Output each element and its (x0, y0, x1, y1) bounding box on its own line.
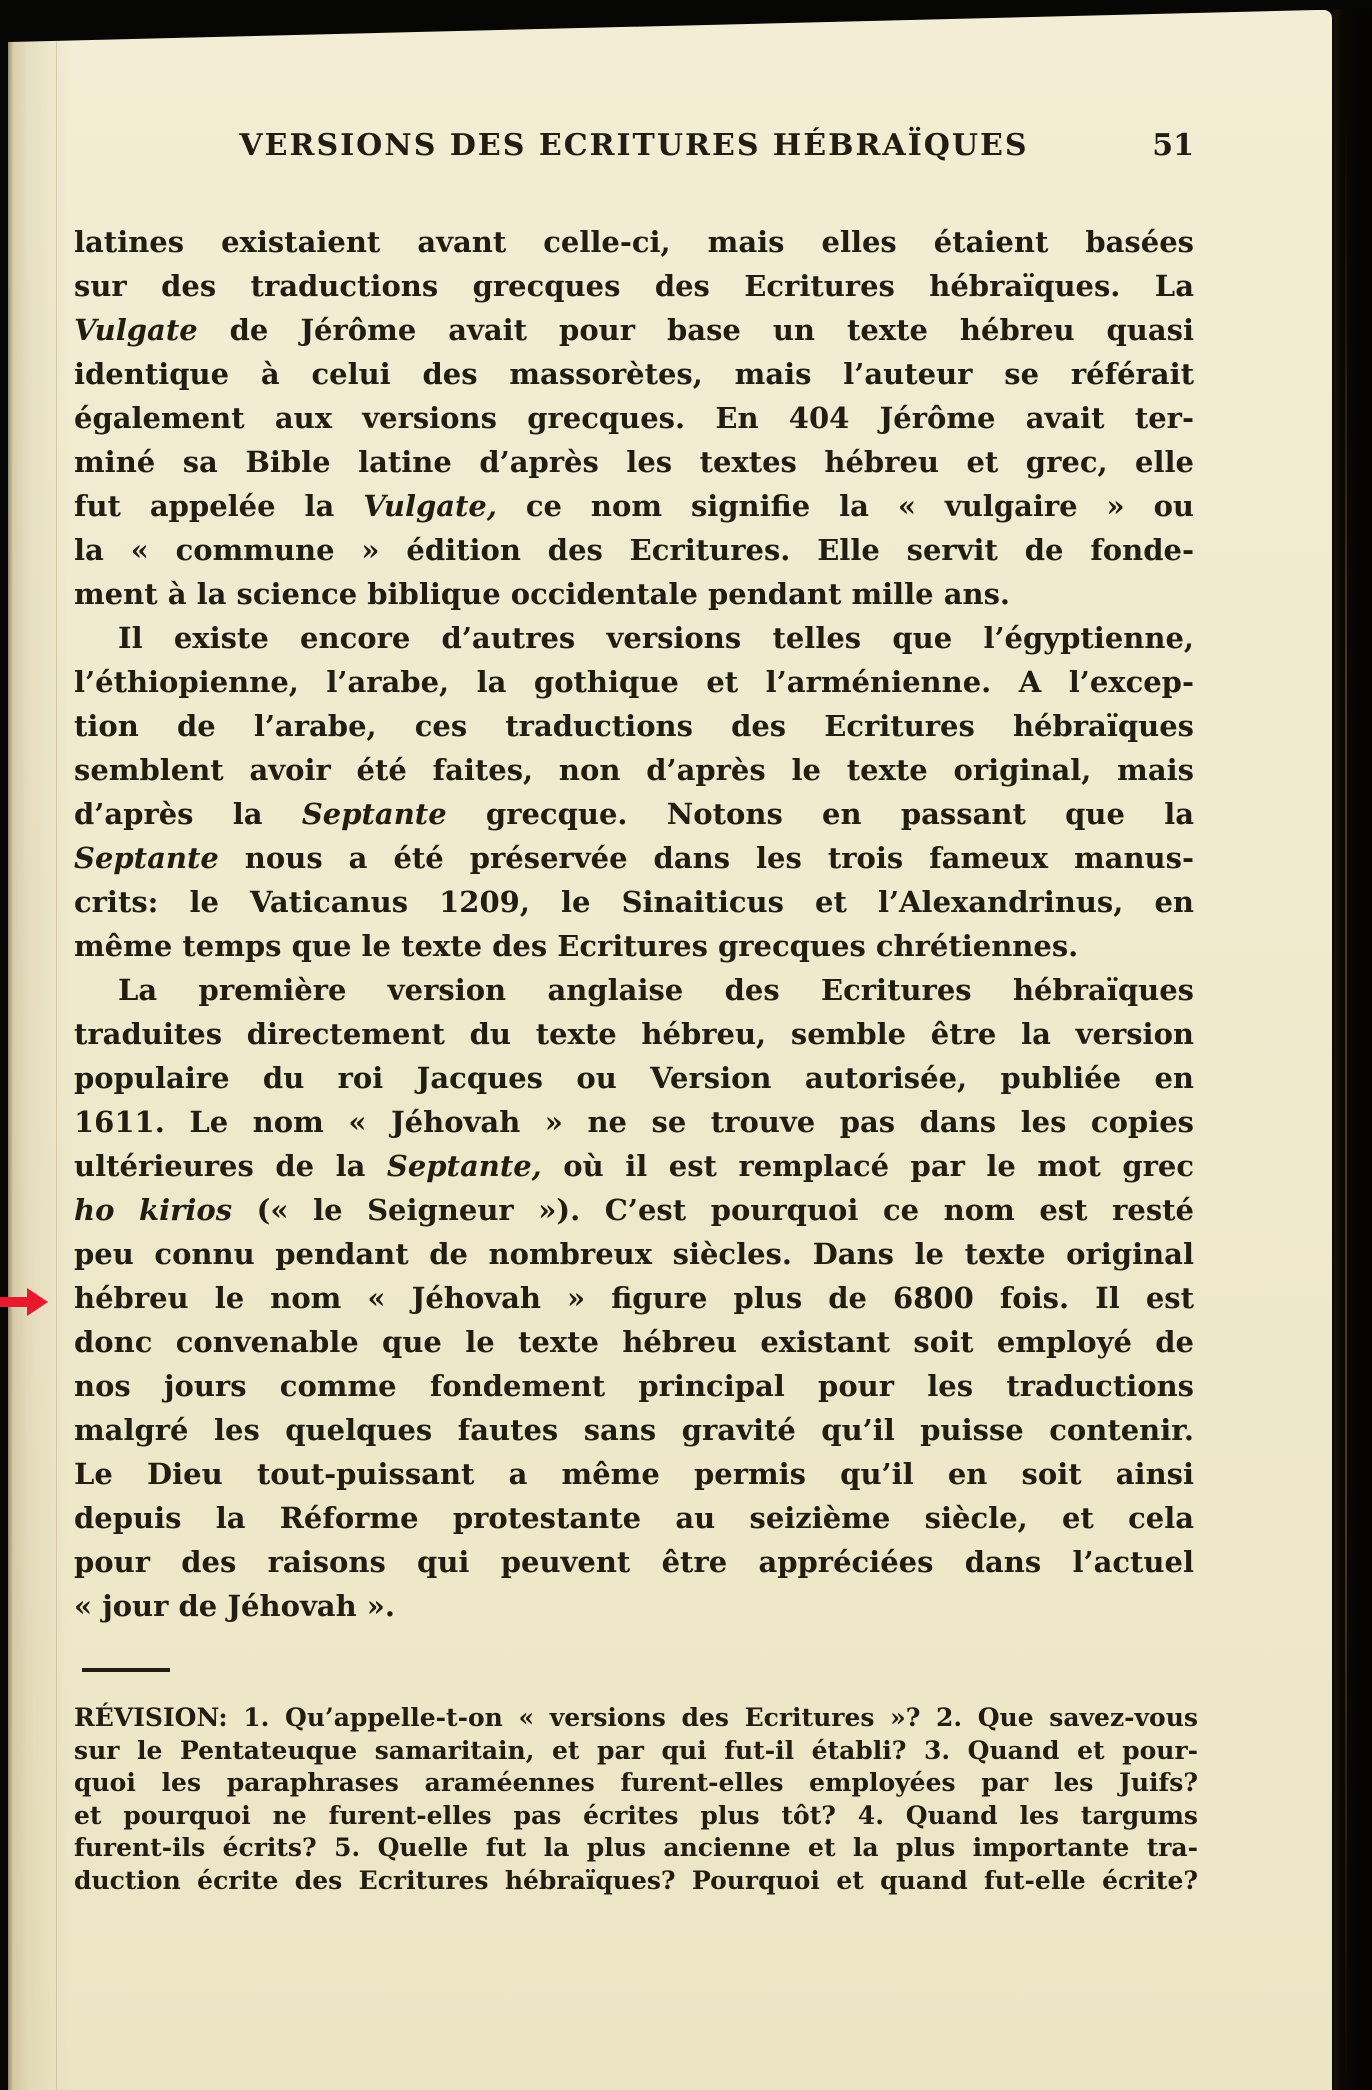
arrow-shaft (0, 1297, 27, 1307)
text-line: également aux versions grecques. En 404 Jérôme avait ter- (74, 401, 1194, 435)
footnote-rule (82, 1668, 170, 1672)
text-line: tion de l’arabe, ces traductions des Ecritures hébraïques (74, 709, 1194, 743)
text-line: « jour de Jéhovah ». (74, 1589, 395, 1623)
text-line: hébreu le nom « Jéhovah » figure plus de 6800 fois. Il est (74, 1281, 1194, 1315)
text-line: Septante nous a été préservée dans les trois fameux manus- (74, 841, 1194, 875)
text-line: populaire du roi Jacques ou Version autorisée, publiée en (74, 1061, 1194, 1095)
text-line: Le Dieu tout-puissant a même permis qu’il en soit ainsi (74, 1457, 1194, 1491)
text-line: quoi les paraphrases araméennes furent-elles employées par les Juifs? (74, 1768, 1198, 1798)
text-line: latines existaient avant celle-ci, mais elles étaient basées (74, 225, 1194, 259)
text-line: d’après la Septante grecque. Notons en passant que la (74, 797, 1195, 831)
text-line: sur des traductions grecques des Ecritures hébraïques. La (74, 269, 1194, 303)
text-line: ultérieures de la Septante, où il est remplacé par le mot grec (74, 1149, 1194, 1183)
text-line: donc convenable que le texte hébreu existant soit employé de (74, 1325, 1194, 1359)
revision-section (74, 1702, 1198, 1898)
text-line: duction écrite des Ecritures hébraïques? Pourquoi et quand fut-elle écrite? (74, 1865, 1198, 1895)
text-line: Il existe encore d’autres versions telles que l’égyptienne, (118, 621, 1194, 655)
text-line: sur le Pentateuque samaritain, et par qui fut-il établi? 3. Quand et pour- (74, 1735, 1198, 1765)
book-cover-edge (1332, 0, 1372, 2090)
page-header (74, 128, 1194, 164)
text-line: La première version anglaise des Ecritures hébraïques (118, 973, 1194, 1007)
text-line: ho kirios (« le Seigneur »). C’est pourquoi ce nom est resté (74, 1193, 1194, 1227)
page-number: 51 (1152, 128, 1194, 163)
text-line: miné sa Bible latine d’après les textes hébreu et grec, elle (74, 445, 1194, 479)
text-line: identique à celui des massorètes, mais l’auteur se référait (74, 357, 1194, 391)
text-line: ment à la science biblique occidentale pendant mille ans. (74, 577, 1011, 611)
text-line: semblent avoir été faites, non d’après le texte original, mais (74, 753, 1194, 787)
book-page (8, 10, 1332, 2090)
text-line: RÉVISION: 1. Qu’appelle-t-on « versions des Ecritures »? 2. Que savez-vous (74, 1703, 1198, 1732)
text-line: même temps que le texte des Ecritures grecques chrétiennes. (74, 929, 1079, 963)
text-line: la « commune » édition des Ecritures. Elle servit de fonde- (74, 533, 1194, 567)
text-line: fut appelée la Vulgate, ce nom signifie la « vulgaire » ou (74, 489, 1195, 523)
text-line: 1611. Le nom « Jéhovah » ne se trouve pas dans les copies (74, 1105, 1194, 1139)
text-line: furent-ils écrits? 5. Quelle fut la plus ancienne et la plus importante tra- (74, 1833, 1198, 1863)
page-title: VERSIONS DES ECRITURES HÉBRAÏQUES (239, 128, 1029, 163)
text-line: depuis la Réforme protestante au seizième siècle, et cela (74, 1501, 1194, 1535)
text-line: traduites directement du texte hébreu, semble être la version (74, 1017, 1194, 1051)
arrow-head-icon (27, 1288, 48, 1316)
text-line: l’éthiopienne, l’arabe, la gothique et l’arménienne. A l’excep- (74, 665, 1194, 699)
red-arrow-marker (0, 1288, 48, 1316)
text-line: Vulgate de Jérôme avait pour base un texte hébreu quasi (74, 313, 1194, 347)
body-text (74, 220, 1194, 1628)
text-line: nos jours comme fondement principal pour les traductions (74, 1369, 1194, 1403)
text-line: pour des raisons qui peuvent être appréciées dans l’actuel (74, 1545, 1194, 1579)
text-line: et pourquoi ne furent-elles pas écrites plus tôt? 4. Quand les targums (74, 1800, 1198, 1830)
text-line: malgré les quelques fautes sans gravité qu’il puisse contenir. (74, 1413, 1194, 1447)
text-line: crits: le Vaticanus 1209, le Sinaiticus et l’Alexandrinus, en (74, 885, 1194, 919)
text-line: peu connu pendant de nombreux siècles. Dans le texte original (74, 1237, 1194, 1271)
